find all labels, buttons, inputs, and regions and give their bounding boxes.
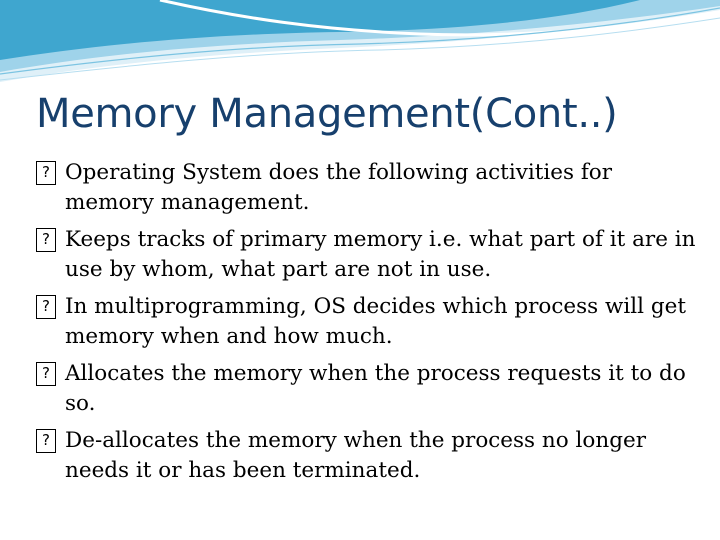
- bullet-icon: ?: [36, 362, 56, 386]
- slide-title: Memory Management(Cont..): [36, 91, 618, 137]
- bullet-item: [36, 426, 696, 486]
- bullet-text: Keeps tracks of primary memory i.e. what part of it are in use by whom, what part are not in use.: [65, 227, 696, 282]
- header-wave-graphic: [0, 0, 720, 90]
- bullet-item: [36, 158, 696, 218]
- bullet-text: De-allocates the memory when the process no longer needs it or has been terminated.: [65, 428, 646, 483]
- bullet-list: [36, 158, 696, 493]
- bullet-item: [36, 225, 696, 285]
- bullet-item: [36, 359, 696, 419]
- bullet-icon: ?: [36, 295, 56, 319]
- bullet-icon: ?: [36, 228, 56, 252]
- bullet-text: In multiprogramming, OS decides which process will get memory when and how much.: [65, 294, 687, 349]
- bullet-item: [36, 292, 696, 352]
- bullet-icon: ?: [36, 161, 56, 185]
- bullet-icon: ?: [36, 429, 56, 453]
- bullet-text: Operating System does the following activities for memory management.: [65, 160, 613, 215]
- bullet-text: Allocates the memory when the process requests it to do so.: [65, 361, 686, 416]
